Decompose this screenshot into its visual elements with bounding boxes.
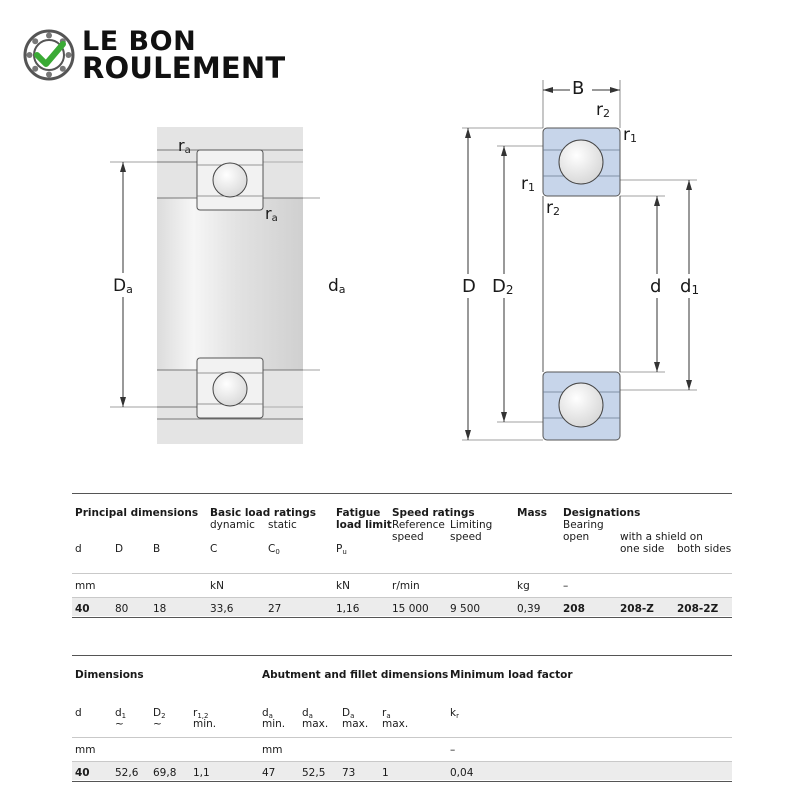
- unit-mm: mm: [75, 580, 96, 592]
- cell-designation-one-side: 208-Z: [620, 603, 654, 615]
- bearing-section-drawing: [455, 75, 715, 455]
- sym2-da-min-q: min.: [262, 718, 286, 730]
- col-group-min-load: Minimum load factor: [450, 669, 573, 681]
- logo-line1: LE BON: [82, 26, 197, 57]
- cell2-da-max: 52,5: [302, 767, 326, 779]
- cell-d: 40: [75, 603, 90, 615]
- cell-designation-both-sides: 208-2Z: [677, 603, 719, 615]
- sym2-da-max: $d_a$: [302, 707, 313, 720]
- label-D2: $D_2$: [492, 276, 514, 297]
- unit-kN-2: kN: [336, 580, 350, 592]
- cell2-da-min: 47: [262, 767, 276, 779]
- cell-Pu: 1,16: [336, 603, 360, 615]
- cell2-d: 40: [75, 767, 90, 779]
- col-group-fatigue: Fatigue: [336, 507, 381, 519]
- unit-kN-1: kN: [210, 580, 224, 592]
- unit2-mm-1: mm: [75, 744, 96, 756]
- col-group-basic-load: Basic load ratings: [210, 507, 317, 519]
- label-r2-top: $r_2$: [596, 100, 610, 120]
- sym2-D2-q: ~: [153, 718, 162, 730]
- label-ra-mid: $r_a$: [265, 204, 278, 224]
- col-shield-both: both sides: [677, 543, 732, 555]
- col-shield-one: one side: [620, 543, 665, 555]
- col-group-principal: Principal dimensions: [75, 507, 199, 519]
- cell-ref-speed: 15 000: [392, 603, 429, 615]
- col-dynamic: dynamic: [210, 519, 255, 531]
- unit2-dash: –: [450, 744, 456, 756]
- unit-kg: kg: [517, 580, 530, 592]
- cell-B: 18: [153, 603, 167, 615]
- col-group-abutment: Abutment and fillet dimensions: [262, 669, 449, 681]
- label-D: D: [462, 276, 476, 297]
- sym-C0: $C_0$: [268, 543, 280, 556]
- cell2-ra-max: 1: [382, 767, 389, 779]
- col-group-speed: Speed ratings: [392, 507, 475, 519]
- unit-rmin: r/min: [392, 580, 420, 592]
- col-group-designations: Designations: [563, 507, 641, 519]
- unit2-mm-2: mm: [262, 744, 283, 756]
- col-limiting: Limiting: [450, 519, 493, 531]
- sym2-Da-max: $D_a$: [342, 707, 355, 720]
- sym2-ra-max-q: max.: [382, 718, 409, 730]
- sym-D: D: [115, 543, 124, 555]
- mounting-drawing: [100, 120, 320, 450]
- col-group-mass: Mass: [517, 507, 548, 519]
- sym2-da-max-q: max.: [302, 718, 329, 730]
- cell-lim-speed: 9 500: [450, 603, 481, 615]
- label-da: $d_a$: [328, 276, 346, 296]
- sym2-Da-max-q: max.: [342, 718, 369, 730]
- cell2-kr: 0,04: [450, 767, 474, 779]
- cell-D: 80: [115, 603, 129, 615]
- sym-Pu: $P_u$: [336, 543, 347, 556]
- label-B: B: [572, 78, 585, 99]
- col-static: static: [268, 519, 297, 531]
- col-group-dimensions: Dimensions: [75, 669, 144, 681]
- sym2-da-min: $d_a$: [262, 707, 273, 720]
- cell2-Da-max: 73: [342, 767, 356, 779]
- label-ra-top: $r_a$: [178, 136, 191, 156]
- label-Da: $D_a$: [113, 276, 133, 296]
- check-icon: [37, 44, 63, 64]
- cell2-r12: 1,1: [193, 767, 210, 779]
- sym-C: C: [210, 543, 218, 555]
- col-shield: with a shield on: [620, 531, 703, 543]
- sym2-kr: $k_r$: [450, 707, 459, 720]
- cell-designation-open: 208: [563, 603, 585, 615]
- col-bearing: Bearing: [563, 519, 604, 531]
- label-r1-top: $r_1$: [623, 125, 637, 145]
- col-bearing-2: open: [563, 531, 590, 543]
- label-r1-mid: $r_1$: [521, 174, 535, 194]
- sym2-r12: $r_{1,2}$: [193, 707, 209, 720]
- cell2-d1: 52,6: [115, 767, 139, 779]
- sym2-D2: $D_2$: [153, 707, 166, 720]
- col-reference: Reference: [392, 519, 445, 531]
- cell-C0: 27: [268, 603, 282, 615]
- col-reference-2: speed: [392, 531, 424, 543]
- sym2-r12-q: min.: [193, 718, 217, 730]
- sym2-d1: $d_1$: [115, 707, 127, 720]
- cell-mass: 0,39: [517, 603, 541, 615]
- label-d1: $d_1$: [680, 276, 700, 297]
- label-d: d: [650, 276, 662, 297]
- col-group-fatigue-2: load limit: [336, 519, 392, 531]
- sym2-d: d: [75, 707, 82, 719]
- label-r2-mid: $r_2$: [546, 198, 560, 218]
- sym2-d1-q: ~: [115, 718, 124, 730]
- logo-bearing-icon: [22, 28, 76, 82]
- logo-line2: ROULEMENT: [82, 51, 286, 85]
- unit-dash: –: [563, 580, 569, 592]
- col-limiting-2: speed: [450, 531, 482, 543]
- sym-d: d: [75, 543, 82, 555]
- sym-B: B: [153, 543, 161, 555]
- cell2-D2: 69,8: [153, 767, 177, 779]
- cell-C: 33,6: [210, 603, 234, 615]
- sym2-ra-max: $r_a$: [382, 707, 391, 720]
